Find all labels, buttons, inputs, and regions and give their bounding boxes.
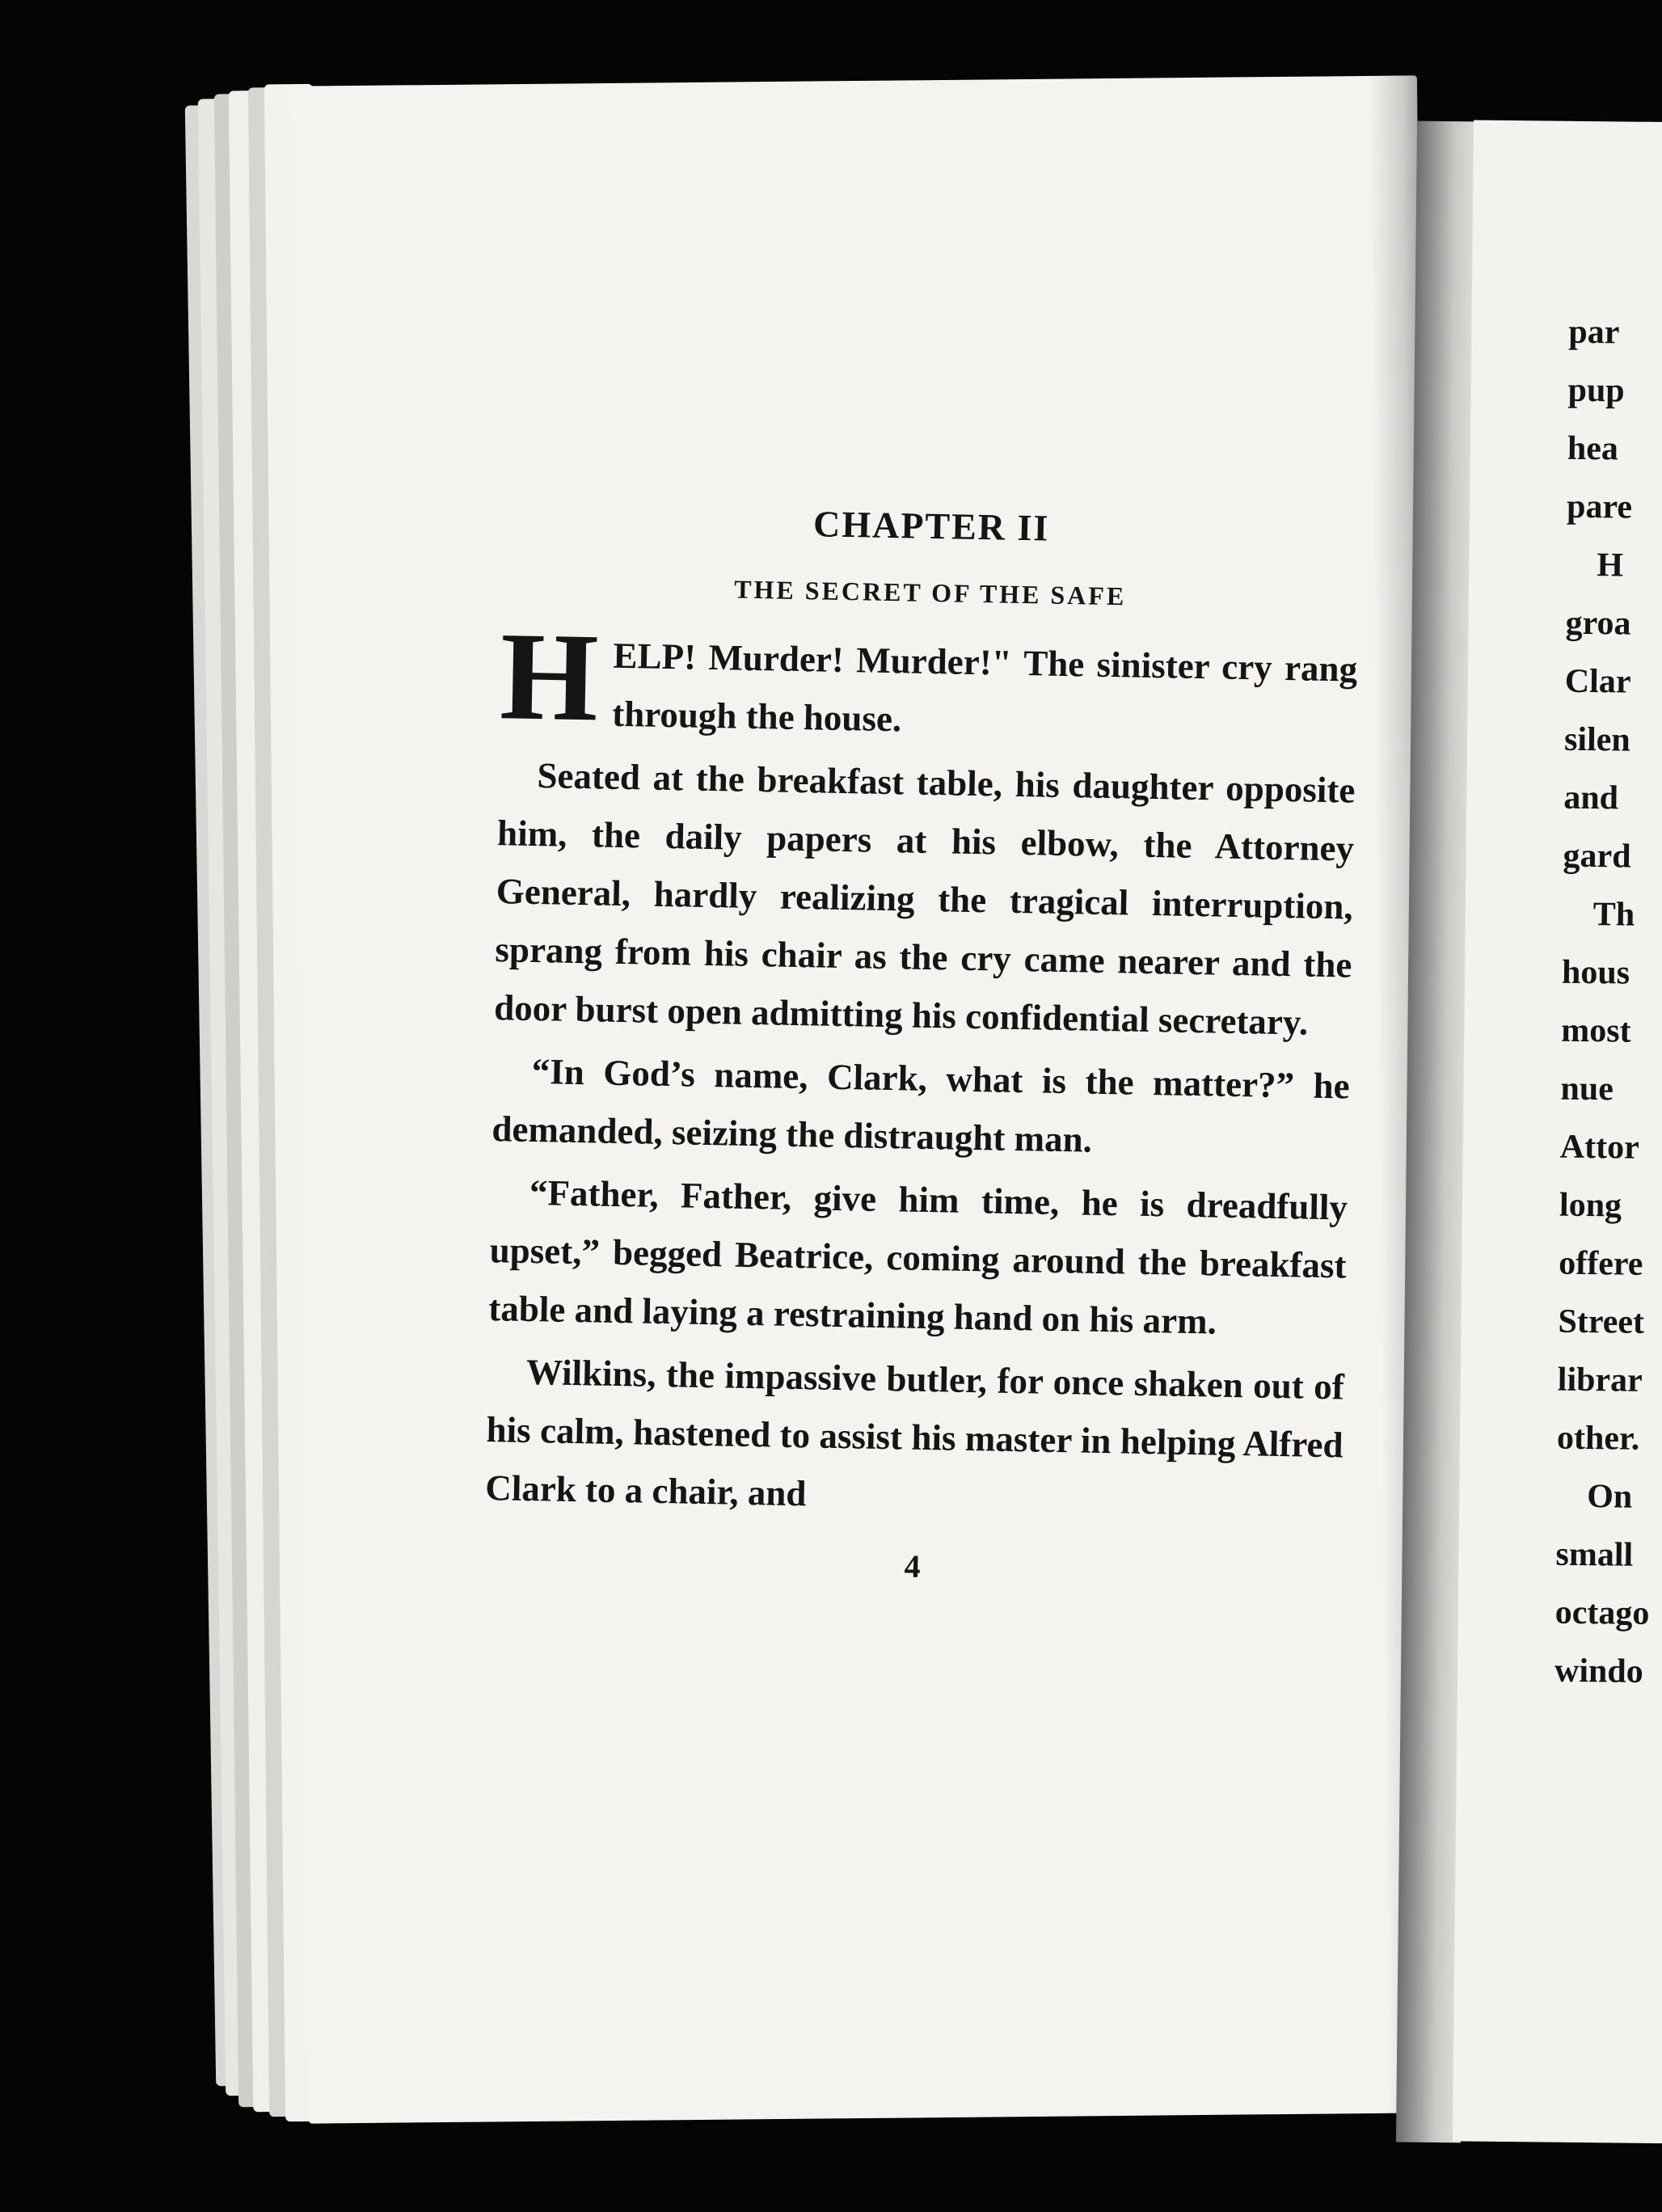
paragraph: Seated at the breakfast table, his daughter opposite him, the daily papers at his elbow, the Attorney General, hardly realizing the tragical interruption, sprang from his chair as the cry came nearer and the door burst open admitting his confidential secretary. bbox=[493, 755, 1356, 1043]
text-line-fragment: Th bbox=[1592, 896, 1635, 934]
text-line-fragment: silen bbox=[1563, 720, 1631, 759]
chapter-subtitle: THE SECRET OF THE SAFE bbox=[733, 574, 1127, 611]
text-line-fragment: nue bbox=[1560, 1070, 1614, 1108]
text-line-fragment: most bbox=[1561, 1011, 1631, 1050]
text-line-fragment: offere bbox=[1559, 1244, 1643, 1283]
text-line-fragment: and bbox=[1563, 779, 1619, 817]
paragraph: “Father, Father, give him time, he is dreadfully upset,” begged Beatrice, coming around the breakfast table and laying a restraining hand on his arm. bbox=[487, 1171, 1348, 1342]
page-text-block bbox=[483, 496, 1360, 1593]
text-line-fragment: librar bbox=[1557, 1361, 1643, 1399]
paragraph: “In God’s name, Clark, what is the matter?” he demanded, seizing the distraught man. bbox=[491, 1050, 1351, 1160]
opening-text: ELP! Murder! Murder!" The sinister cry rang through the house. bbox=[611, 635, 1358, 740]
text-line-fragment: Street bbox=[1558, 1302, 1645, 1341]
text-line-fragment: pup bbox=[1567, 371, 1625, 410]
text-line-fragment: Clar bbox=[1564, 662, 1631, 701]
text-line-fragment: hous bbox=[1561, 953, 1630, 992]
left-page bbox=[289, 75, 1436, 2123]
right-page-text bbox=[1554, 303, 1662, 1703]
chapter-heading: CHAPTER II bbox=[812, 503, 1050, 549]
paragraph: Wilkins, the impassive butler, for once shaken out of his calm, hastened to assist his master in helping Alfred Clark to a chair, and bbox=[484, 1351, 1345, 1514]
text-line-fragment: hea bbox=[1567, 429, 1619, 468]
text-line-fragment: small bbox=[1555, 1535, 1634, 1574]
right-page bbox=[1453, 120, 1662, 2143]
text-line-fragment: par bbox=[1568, 313, 1620, 352]
page-number: 4 bbox=[904, 1547, 922, 1585]
text-line-fragment: long bbox=[1559, 1186, 1622, 1225]
text-line-fragment: groa bbox=[1565, 604, 1631, 643]
text-line-fragment: Attor bbox=[1559, 1128, 1639, 1167]
text-line-fragment: On bbox=[1587, 1478, 1633, 1516]
text-line-fragment: pare bbox=[1566, 488, 1633, 526]
text-line-fragment: gard bbox=[1563, 837, 1631, 876]
text-line-fragment: H bbox=[1597, 547, 1624, 585]
opening-paragraph bbox=[499, 606, 1358, 756]
text-line-fragment: other. bbox=[1556, 1419, 1640, 1458]
text-line-fragment: windo bbox=[1554, 1652, 1643, 1691]
text-line-fragment: octago bbox=[1554, 1594, 1650, 1632]
drop-cap: H bbox=[499, 606, 600, 748]
